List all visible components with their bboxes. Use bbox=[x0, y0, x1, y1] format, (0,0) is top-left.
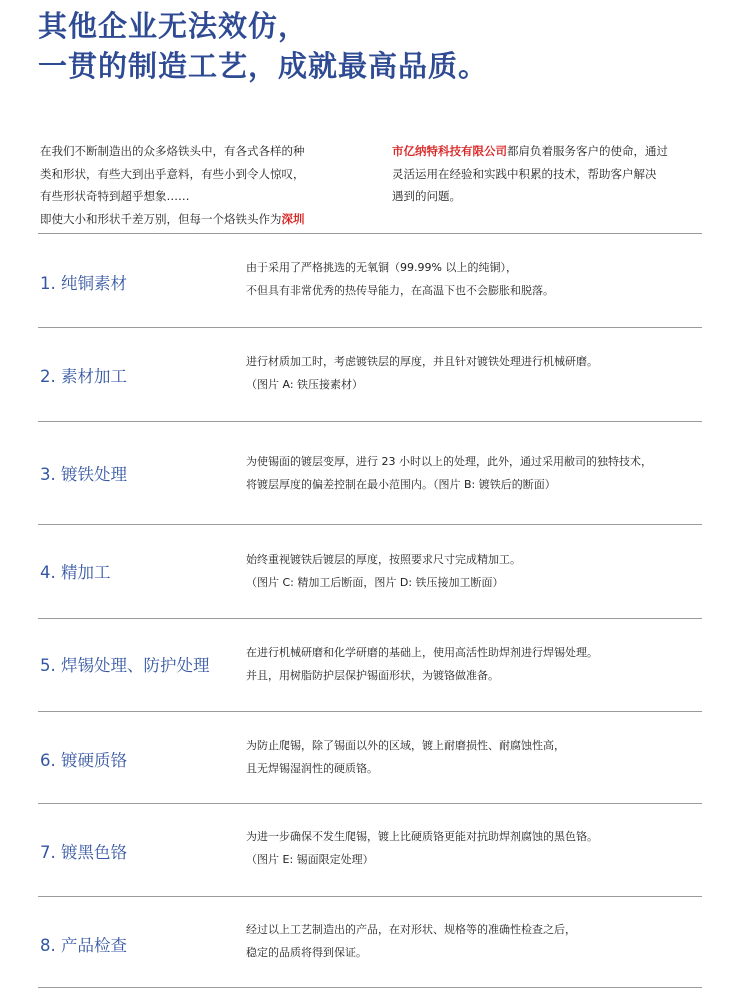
step-7 bbox=[38, 803, 702, 896]
step-description bbox=[246, 350, 706, 396]
intro-right-line: 灵活运用在经验和实践中积累的技术，帮助客户解决 bbox=[392, 166, 657, 181]
intro-highlight-city: 深圳 bbox=[281, 211, 305, 226]
step-description-line: 为进一步确保不发生爬锡，镀上比硬质铬更能对抗助焊剂腐蚀的黑色铬。 bbox=[246, 830, 598, 843]
headline-line-2: 一贯的制造工艺，成就最高品质。 bbox=[38, 49, 489, 83]
step-title: 5. 焊锡处理、防护处理 bbox=[40, 656, 210, 675]
intro-left-last-line bbox=[40, 208, 370, 231]
step-title: 1. 纯铜素材 bbox=[40, 274, 127, 293]
step-description-line: （图片 E: 锡面限定处理） bbox=[246, 853, 374, 866]
intro-highlight-company: 市亿纳特科技有限公司 bbox=[392, 144, 507, 158]
step-6 bbox=[38, 711, 702, 803]
step-1 bbox=[38, 233, 702, 327]
step-description bbox=[246, 641, 706, 687]
step-title: 8. 产品检查 bbox=[40, 936, 127, 955]
step-description bbox=[246, 825, 706, 871]
intro-left bbox=[40, 140, 370, 230]
intro-right-first-text: 都肩负着服务客户的使命，通过 bbox=[507, 144, 668, 158]
step-4 bbox=[38, 524, 702, 618]
step-title: 4. 精加工 bbox=[40, 563, 111, 582]
intro-left-line: 有些形状奇特到超乎想象…… bbox=[40, 189, 190, 203]
step-description bbox=[246, 450, 706, 496]
step-description-line: 稳定的品质将得到保证。 bbox=[246, 946, 367, 959]
step-description bbox=[246, 256, 706, 302]
step-description bbox=[246, 734, 706, 780]
bottom-divider bbox=[38, 987, 702, 988]
step-description-line: 不但具有非常优秀的热传导能力，在高温下也不会膨胀和脱落。 bbox=[246, 284, 554, 297]
step-description bbox=[246, 548, 706, 594]
intro-right-line: 遇到的问题。 bbox=[392, 189, 461, 203]
step-8 bbox=[38, 896, 702, 990]
step-description-line: 始终重视镀铁后镀层的厚度，按照要求尺寸完成精加工。 bbox=[246, 553, 521, 566]
step-description-line: 在进行机械研磨和化学研磨的基础上，使用高活性助焊剂进行焊锡处理。 bbox=[246, 646, 598, 659]
step-description-line: 将镀层厚度的偏差控制在最小范围内。（图片 B: 镀铁后的断面） bbox=[246, 478, 556, 491]
process-steps bbox=[38, 233, 702, 990]
step-description-line: 由于采用了严格挑选的无氧铜（99.99% 以上的纯铜）， bbox=[246, 261, 517, 274]
step-description bbox=[246, 918, 706, 964]
intro-left-last-text: 即使大小和形状千差万别，但每一个烙铁头作为 bbox=[40, 211, 282, 226]
step-description-line: （图片 A: 铁压接素材） bbox=[246, 378, 364, 391]
step-description-line: 并且，用树脂防护层保护锡面形状，为镀铬做准备。 bbox=[246, 669, 499, 682]
headline-line-1: 其他企业无法效仿， bbox=[38, 9, 309, 43]
step-title: 7. 镀黑色铬 bbox=[40, 843, 127, 862]
intro-left-line: 类和形状，有些大到出乎意料，有些小到令人惊叹， bbox=[40, 166, 305, 181]
step-3 bbox=[38, 421, 702, 524]
headline bbox=[38, 6, 488, 86]
intro-right-first-line bbox=[392, 140, 710, 163]
step-description-line: 进行材质加工时，考虑镀铁层的厚度，并且针对镀铁处理进行机械研磨。 bbox=[246, 355, 598, 368]
step-5 bbox=[38, 618, 702, 711]
intro-left-line: 在我们不断制造出的众多烙铁头中，有各式各样的种 bbox=[40, 144, 305, 158]
step-2 bbox=[38, 327, 702, 421]
step-description-line: 为使锡面的镀层变厚，进行 23 小时以上的处理，此外，通过采用敝司的独特技术， bbox=[246, 455, 652, 468]
step-title: 3. 镀铁处理 bbox=[40, 465, 127, 484]
step-description-line: （图片 C: 精加工后断面，图片 D: 铁压接加工断面） bbox=[246, 576, 504, 589]
step-description-line: 经过以上工艺制造出的产品，在对形状、规格等的准确性检查之后， bbox=[246, 923, 576, 936]
step-description-line: 且无焊锡湿润性的硬质铬。 bbox=[246, 762, 378, 775]
step-title: 6. 镀硬质铬 bbox=[40, 751, 127, 770]
step-description-line: 为防止爬锡，除了锡面以外的区域，镀上耐磨损性、耐腐蚀性高， bbox=[246, 739, 565, 752]
step-title: 2. 素材加工 bbox=[40, 367, 127, 386]
intro-right bbox=[392, 140, 710, 208]
